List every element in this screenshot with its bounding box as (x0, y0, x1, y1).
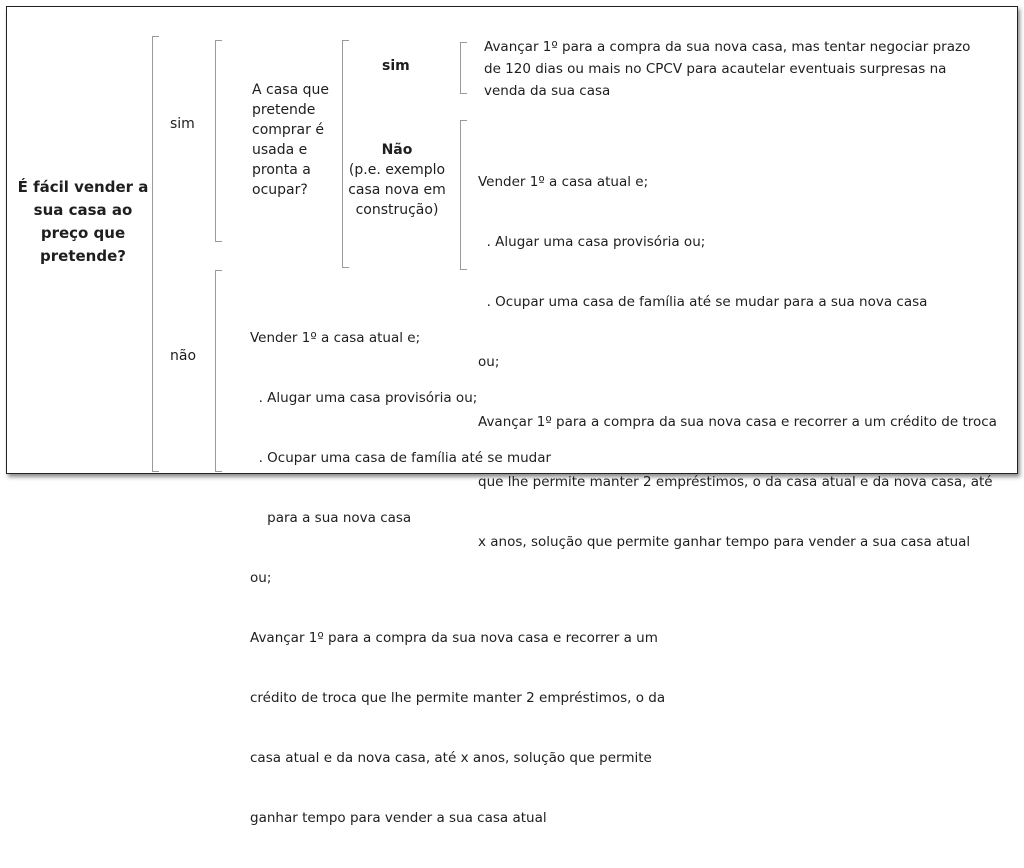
outcome-line: Vender 1º a casa atual e; (478, 174, 649, 190)
outcome-sim-sim-bracket (460, 42, 467, 94)
house-question-line: pronta a (252, 162, 311, 178)
house-question-line: pretende (252, 102, 316, 118)
outcome-sim-nao-bracket (460, 120, 467, 270)
outcome-nao (250, 288, 665, 868)
outcome-line: casa atual e da nova casa, até x anos, solução que permite (250, 750, 652, 766)
house-question-line: comprar é (252, 122, 324, 138)
outcome-line: ou; (478, 354, 500, 370)
house-question (252, 80, 329, 200)
house-question-line: ocupar? (252, 182, 308, 198)
root-question-line: pretende? (40, 247, 126, 265)
level3-yes-label: sim (382, 58, 410, 74)
level3-no-note-line: casa nova em (348, 182, 446, 198)
level1-no-label: não (170, 348, 197, 364)
outcome-line: crédito de troca que lhe permite manter 2 empréstimos, o da (250, 690, 666, 706)
outcome-line: x anos, solução que permite ganhar tempo para vender a sua casa atual (478, 534, 971, 550)
outcome-line: para a sua nova casa (250, 510, 412, 526)
outcome-nao-bracket (215, 270, 222, 472)
level3-no-note-line: construção) (355, 202, 439, 218)
level1-bracket (152, 36, 159, 472)
outcome-line: ou; (250, 570, 272, 586)
level3-no-block (344, 140, 450, 220)
outcome-line: Vender 1º a casa atual e; (250, 330, 421, 346)
outcome-line: . Ocupar uma casa de família até se mudar para a sua nova casa (478, 294, 928, 310)
root-question (14, 176, 152, 268)
root-question-line: sua casa ao (33, 201, 133, 219)
outcome-line: venda da sua casa (484, 83, 611, 99)
house-question-line: usada e (252, 142, 308, 158)
level3-no-note-line: (p.e. exemplo (348, 162, 446, 178)
outcome-line: Avançar 1º para a compra da sua nova casa e recorrer a um (250, 630, 658, 646)
level2-bracket (215, 40, 222, 242)
outcome-line: de 120 dias ou mais no CPCV para acautelar eventuais surpresas na (484, 61, 947, 77)
level3-no-label: Não (381, 142, 413, 158)
house-question-line: A casa que (252, 82, 329, 98)
level1-yes-label: sim (170, 116, 195, 132)
outcome-line: . Ocupar uma casa de família até se mudar (250, 450, 552, 466)
outcome-sim-sim (484, 36, 970, 102)
outcome-line: ganhar tempo para vender a sua casa atual (250, 810, 547, 826)
outcome-line: . Alugar uma casa provisória ou; (478, 234, 706, 250)
outcome-line: . Alugar uma casa provisória ou; (250, 390, 478, 406)
root-question-line: preço que (40, 224, 126, 242)
outcome-line: Avançar 1º para a compra da sua nova casa, mas tentar negociar prazo (484, 39, 971, 55)
root-question-line: É fácil vender a (17, 178, 149, 196)
outcome-line: Avançar 1º para a compra da sua nova casa e recorrer a um crédito de troca (478, 414, 997, 430)
outcome-line: que lhe permite manter 2 empréstimos, o da casa atual e da nova casa, até (478, 474, 993, 490)
